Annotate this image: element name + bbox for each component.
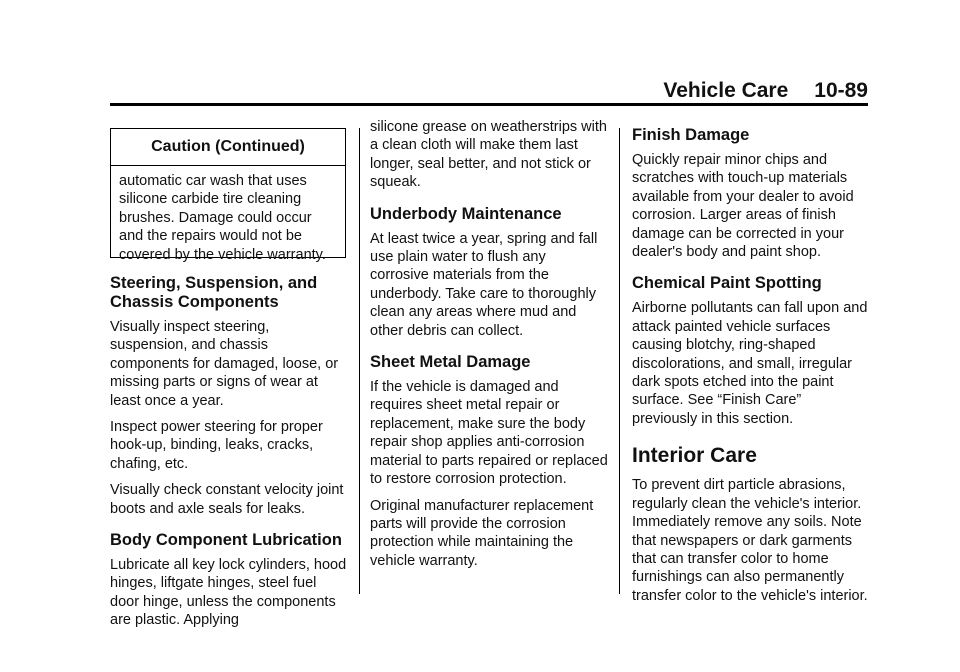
paragraph: Lubricate all key lock cylinders, hood hinges, liftgate hinges, steel fuel door hinge, unless the components are plastic. Applying bbox=[110, 557, 347, 629]
heading-finish-damage: Finish Damage bbox=[632, 126, 750, 144]
caution-text: automatic car wash that uses silicone carbide tire cleaning brushes. Damage could occur and the repairs would not be covered by the vehicle warranty. bbox=[119, 173, 326, 263]
paragraph: Original manufacturer replacement parts will provide the corrosion protection while maintaining the vehicle warranty. bbox=[370, 497, 594, 569]
paragraph: Quickly repair minor chips and scratches with touch-up materials available from your dealer to avoid corrosion. Larger areas of finish damage can be corrected in your dealer's body and paint shop. bbox=[632, 152, 854, 261]
header-rule bbox=[110, 103, 868, 106]
caution-title: Caution (Continued) bbox=[111, 129, 345, 166]
column-divider bbox=[359, 128, 360, 594]
paragraph: If the vehicle is damaged and requires sheet metal repair or replacement, make sure the body repair shop applies anti-corrosion material to parts repaired or replaced to restore corrosion protection. bbox=[370, 379, 608, 488]
paragraph: Visually inspect steering, suspension, and chassis components for damaged, loose, or missing parts or signs of wear at least once a year. bbox=[110, 319, 339, 409]
paragraph: Visually check constant velocity joint boots and axle seals for leaks. bbox=[110, 482, 344, 517]
heading-sheet-metal-damage: Sheet Metal Damage bbox=[370, 353, 531, 372]
column-1 bbox=[110, 274, 348, 638]
heading-underbody-maintenance: Underbody Maintenance bbox=[370, 204, 562, 223]
heading-interior-care: Interior Care bbox=[632, 444, 757, 468]
column-2 bbox=[370, 118, 608, 578]
column-3 bbox=[632, 120, 868, 613]
heading-chemical-paint-spotting: Chemical Paint Spotting bbox=[632, 274, 822, 293]
paragraph: To prevent dirt particle abrasions, regularly clean the vehicle's interior. Immediately remove any soils. Note that newspapers or dark garments that can transfer color to home furnishings can also permanently transfer color to the vehicle's interior. bbox=[632, 477, 868, 604]
caution-box bbox=[110, 128, 346, 263]
paragraph: At least twice a year, spring and fall use plain water to flush any corrosive materials from the underbody. Take care to thoroughly clean any areas where mud and other debris can collect. bbox=[370, 230, 598, 339]
heading-body-lubrication: Body Component Lubrication bbox=[110, 531, 342, 550]
page-header bbox=[110, 78, 868, 104]
heading-steering-suspension: Steering, Suspension, and Chassis Components bbox=[110, 274, 318, 311]
section-title: Vehicle Care bbox=[663, 79, 789, 102]
paragraph: Inspect power steering for proper hook-up, binding, leaks, cracks, chafing, etc. bbox=[110, 419, 323, 472]
paragraph: Airborne pollutants can fall upon and attack painted vehicle surfaces causing blotchy, ring-shaped discolorations, and small, irregular dark spots etched into the paint surface. See “Finish Care” previously in this section. bbox=[632, 300, 868, 427]
page-number: 10-89 bbox=[814, 79, 868, 102]
column-divider bbox=[619, 128, 620, 594]
paragraph: silicone grease on weatherstrips with a clean cloth will make them last longer, seal better, and not stick or squeak. bbox=[370, 119, 607, 191]
